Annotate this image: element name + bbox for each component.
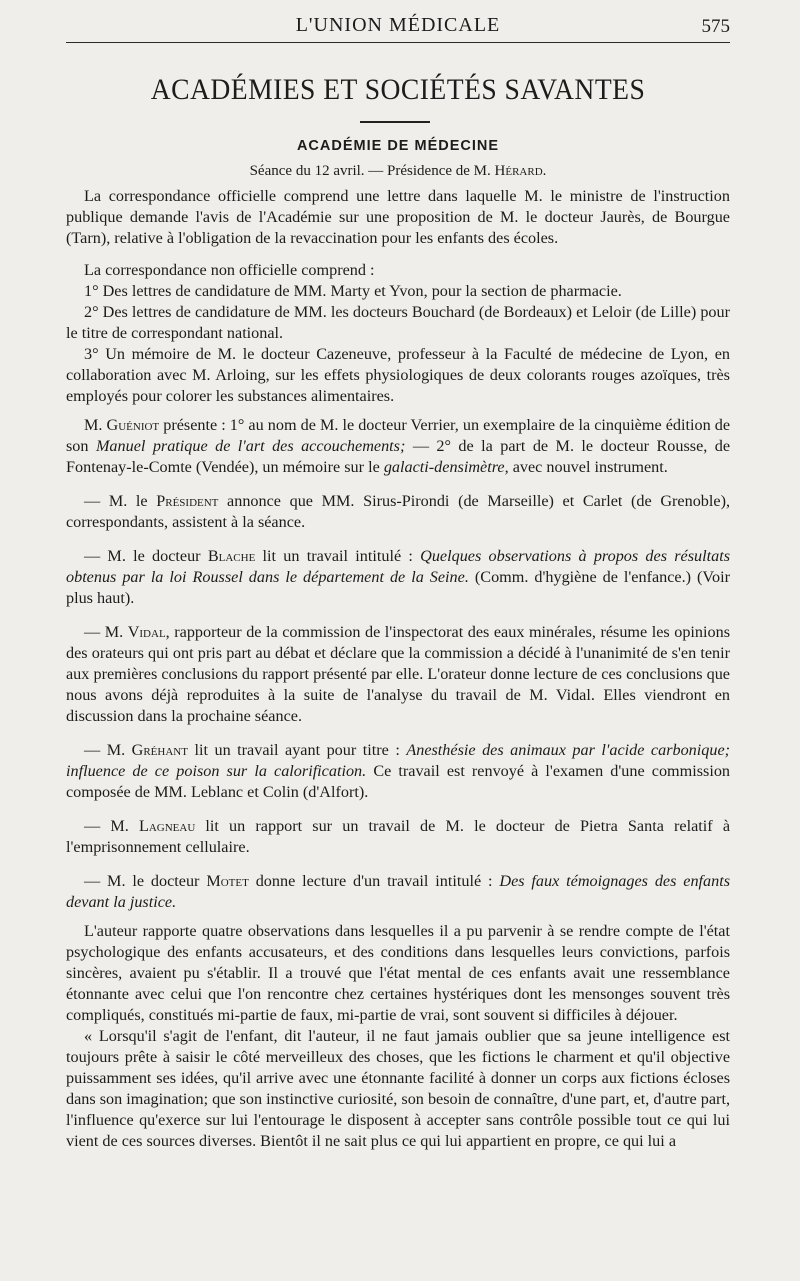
paragraph-item-1: 1° Des lettres de candidature de MM. Marty et Yvon, pour la section de pharmacie.	[84, 281, 622, 300]
paragraph-unofficial-correspondence: La correspondance non officielle comprend :	[84, 260, 375, 279]
paragraph-gueniot: M. Guéniot présente : 1° au nom de M. le docteur Verrier, un exemplaire de la cinquième édition de son Manuel pratique de l'art des accouchements; — 2° de la part de M. le docteur Rousse, de Fontenay-le-Comte (Vendée), un mémoire sur le galacti-densimètre, avec nouvel instrument.	[66, 415, 731, 476]
session-suffix: .	[542, 163, 547, 179]
paragraph-grehant: — M. Gréhant lit un travail ayant pour titre : Anesthésie des animaux par l'acide carbonique; influence de ce poison sur la calorification. Ce travail est renvoyé à l'examen d'une commission composée de MM. Leblanc et Colin (d'Alfort).	[66, 740, 731, 801]
paragraph-item-3: 3° Un mémoire de M. le docteur Cazeneuve, professeur à la Faculté de médecine de Lyon, en collaboration avec M. Arloing, sur les effets physiologiques de deux colorants rouges azoïques, très employés pour colorer les substances alimentaires.	[66, 344, 730, 405]
paragraph-president: — M. le Président annonce que MM. Sirus-Pirondi (de Marseille) et Carlet (de Grenoble), correspondants, assistent à la séance.	[66, 491, 731, 531]
article-body	[66, 186, 730, 1152]
session-line	[66, 163, 730, 180]
paragraph-lagneau: — M. Lagneau lit un rapport sur un travail de M. le docteur de Pietra Santa relatif à l'emprisonnement cellulaire.	[66, 816, 731, 856]
president-name: Hérard	[494, 163, 543, 179]
page-number: 575	[701, 16, 730, 37]
paragraph-item-2: 2° Des lettres de candidature de MM. les docteurs Bouchard (de Bordeaux) et Leloir (de Lille) pour le titre de correspondant national.	[66, 302, 730, 342]
running-header	[66, 12, 730, 43]
paragraph-motet: — M. le docteur Motet donne lecture d'un travail intitulé : Des faux témoignages des enfants devant la justice.	[66, 871, 731, 911]
paragraph-author-report: L'auteur rapporte quatre observations dans lesquelles il a pu parvenir à se rendre compte de l'état psychologique des enfants accusateurs, et des conditions dans lesquelles leurs convictions, parfois sincères, avaient pu s'établir. Il a trouvé que l'état mental de ces enfants avait une ressemblance étonnante avec celui que l'on rencontre chez certaines hystériques dont les mensonges souvent très compliqués, constitués mi-partie de faux, mi-partie de vrai, sont souvent si difficiles à déjouer.	[66, 921, 730, 1024]
title-divider	[360, 121, 430, 123]
running-title: L'UNION MÉDICALE	[295, 14, 501, 36]
paragraph-official-correspondence: La correspondance officielle comprend une lettre dans laquelle M. le ministre de l'instruction publique demande l'avis de l'Académie sur une proposition de M. le docteur Jaurès, de Bourgue (Tarn), relative à l'obligation de la revaccination pour les enfants des écoles.	[66, 187, 730, 247]
section-title: ACADÉMIES ET SOCIÉTÉS SAVANTES	[150, 73, 646, 106]
paragraph-vidal: — M. Vidal, rapporteur de la commission de l'inspectorat des eaux minérales, résume les opinions des orateurs qui ont pris part au débat et déclare que la commission a décidé à l'unanimité de s'en tenir aux premières conclusions du rapport présenté par elle. L'orateur donne lecture de ces conclusions que nous avons déjà reproduites à la suite de l'analyse du travail de M. Vidal. Elles viendront en discussion dans la prochaine séance.	[66, 622, 730, 725]
session-prefix: Séance du 12 avril. — Présidence de M.	[249, 163, 491, 179]
paragraph-blache: — M. le docteur Blache lit un travail intitulé : Quelques observations à propos des résultats obtenus par la loi Roussel dans le département de la Seine. (Comm. d'hygiène de l'enfance.) (Voir plus haut).	[66, 546, 731, 607]
paragraph-author-quote: « Lorsqu'il s'agit de l'enfant, dit l'auteur, il ne faut jamais oublier que sa jeune intelligence est toujours prête à saisir le côté merveilleux des choses, que les fictions le charment et qu'il objective puissamment ses idées, qu'il arrive avec une étonnante facilité à donner un corps aux fictions écloses dans son imagination; que son instinctive curiosité, son besoin de connaître, d'une part, et, d'autre part, l'influence qu'exerce sur lui l'entourage le disposent à accepter sans contrôle possible tout ce qui lui vient de ces sources diverses. Bientôt il ne sait plus ce qui lui appartient en propre, ce qui lui a	[66, 1026, 730, 1150]
academy-subtitle: ACADÉMIE DE MÉDECINE	[296, 138, 500, 154]
